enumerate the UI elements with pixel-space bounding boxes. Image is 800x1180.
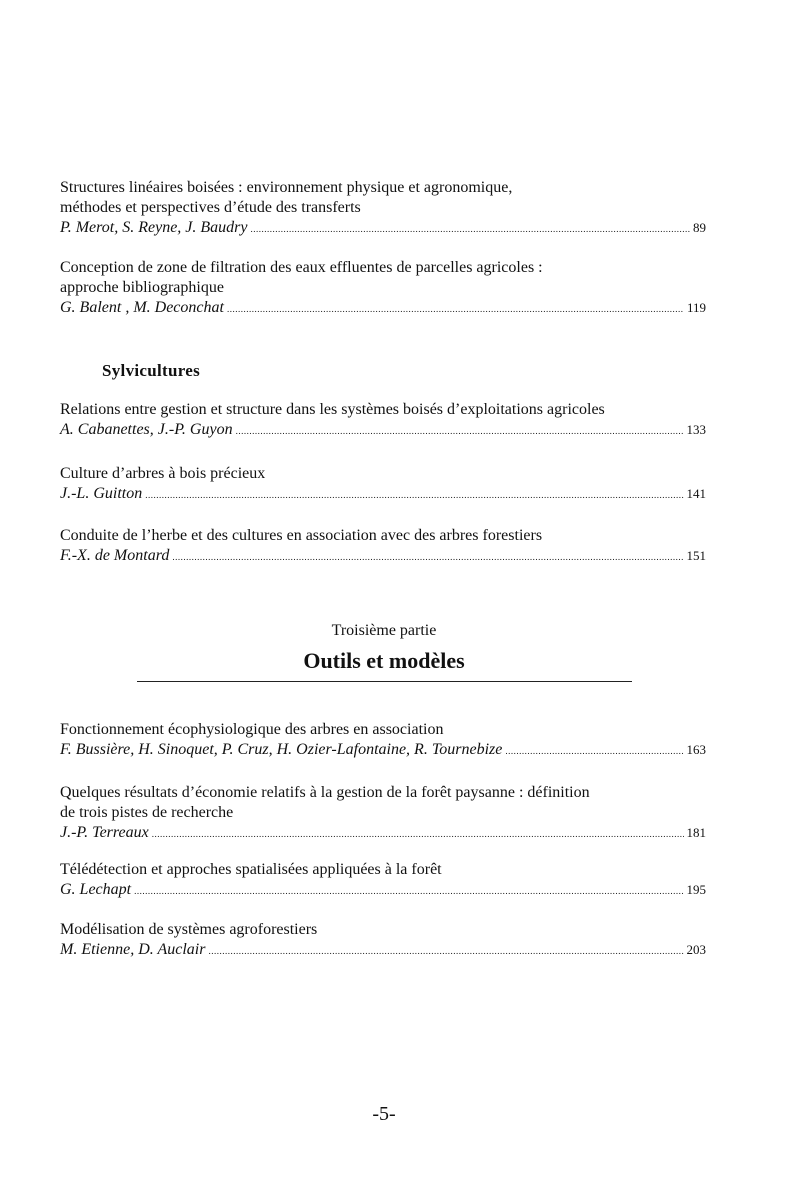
section-heading: Sylvicultures xyxy=(102,361,201,380)
entry-page: 151 xyxy=(686,548,706,563)
dot-leader xyxy=(227,299,684,319)
entry-author-line xyxy=(60,546,706,567)
entry-authors: G. Balent , M. Deconchat xyxy=(60,299,224,316)
dot-leader xyxy=(134,881,683,901)
toc-entry xyxy=(60,178,706,239)
entry-title: Fonctionnement écophysiologique des arbres en association xyxy=(60,721,444,738)
entry-author-line xyxy=(60,940,706,961)
entry-author-line xyxy=(60,298,706,319)
entry-title: Télédétection et approches spatialisées appliquées à la forêt xyxy=(60,861,442,878)
dot-leader xyxy=(172,547,683,567)
toc-entry xyxy=(60,720,706,761)
entry-page: 119 xyxy=(686,300,706,315)
entry-page: 203 xyxy=(686,942,706,957)
entry-title: approche bibliographique xyxy=(60,279,224,296)
entry-page: 163 xyxy=(686,742,706,757)
entry-authors: G. Lechapt xyxy=(60,881,132,898)
dot-leader xyxy=(505,741,683,761)
entry-authors: J.-L. Guitton xyxy=(60,485,143,502)
entry-title: Relations entre gestion et structure dans les systèmes boisés d’exploitations agricoles xyxy=(60,401,605,418)
divider xyxy=(137,681,632,682)
toc-entry xyxy=(60,400,706,441)
page-number: -5- xyxy=(372,1103,396,1125)
entry-author-line xyxy=(60,420,706,441)
dot-leader xyxy=(208,941,683,961)
entry-authors: F.-X. de Montard xyxy=(60,547,170,564)
entry-author-line xyxy=(60,218,706,239)
toc-entry xyxy=(60,920,706,961)
toc-entry xyxy=(60,526,706,567)
entry-title: Conception de zone de filtration des eaux effluentes de parcelles agricoles : xyxy=(60,259,543,276)
entry-page: 195 xyxy=(686,882,706,897)
toc-entry xyxy=(60,464,706,505)
dot-leader xyxy=(145,485,683,505)
entry-title: Culture d’arbres à bois précieux xyxy=(60,465,266,482)
entry-author-line xyxy=(60,484,706,505)
entry-author-line xyxy=(60,880,706,901)
toc-entry xyxy=(60,258,706,319)
entry-title: Modélisation de systèmes agroforestiers xyxy=(60,921,318,938)
entry-title: Conduite de l’herbe et des cultures en association avec des arbres forestiers xyxy=(60,527,543,544)
entry-authors: A. Cabanettes, J.-P. Guyon xyxy=(60,421,233,438)
entry-authors: M. Etienne, D. Auclair xyxy=(60,941,206,958)
entry-title: Quelques résultats d’économie relatifs à la gestion de la forêt paysanne : définition xyxy=(60,784,590,801)
toc-entry xyxy=(60,783,706,844)
entry-authors: P. Merot, S. Reyne, J. Baudry xyxy=(60,219,248,236)
entry-page: 89 xyxy=(693,220,706,235)
entry-author-line xyxy=(60,823,706,844)
part-label: Troisième partie xyxy=(331,622,437,639)
entry-title: Structures linéaires boisées : environnement physique et agronomique, xyxy=(60,179,513,196)
dot-leader xyxy=(236,421,684,441)
entry-page: 141 xyxy=(686,486,706,501)
entry-authors: J.-P. Terreaux xyxy=(60,824,149,841)
part-title: Outils et modèles xyxy=(303,648,465,673)
entry-title: de trois pistes de recherche xyxy=(60,804,234,821)
dot-leader xyxy=(251,219,691,239)
toc-entry xyxy=(60,860,706,901)
dot-leader xyxy=(152,824,684,844)
entry-author-line xyxy=(60,740,706,761)
entry-authors: F. Bussière, H. Sinoquet, P. Cruz, H. Ozier-Lafontaine, R. Tournebize xyxy=(60,741,503,758)
entry-page: 133 xyxy=(686,422,706,437)
entry-page: 181 xyxy=(686,825,706,840)
entry-title: méthodes et perspectives d’étude des transferts xyxy=(60,199,361,216)
